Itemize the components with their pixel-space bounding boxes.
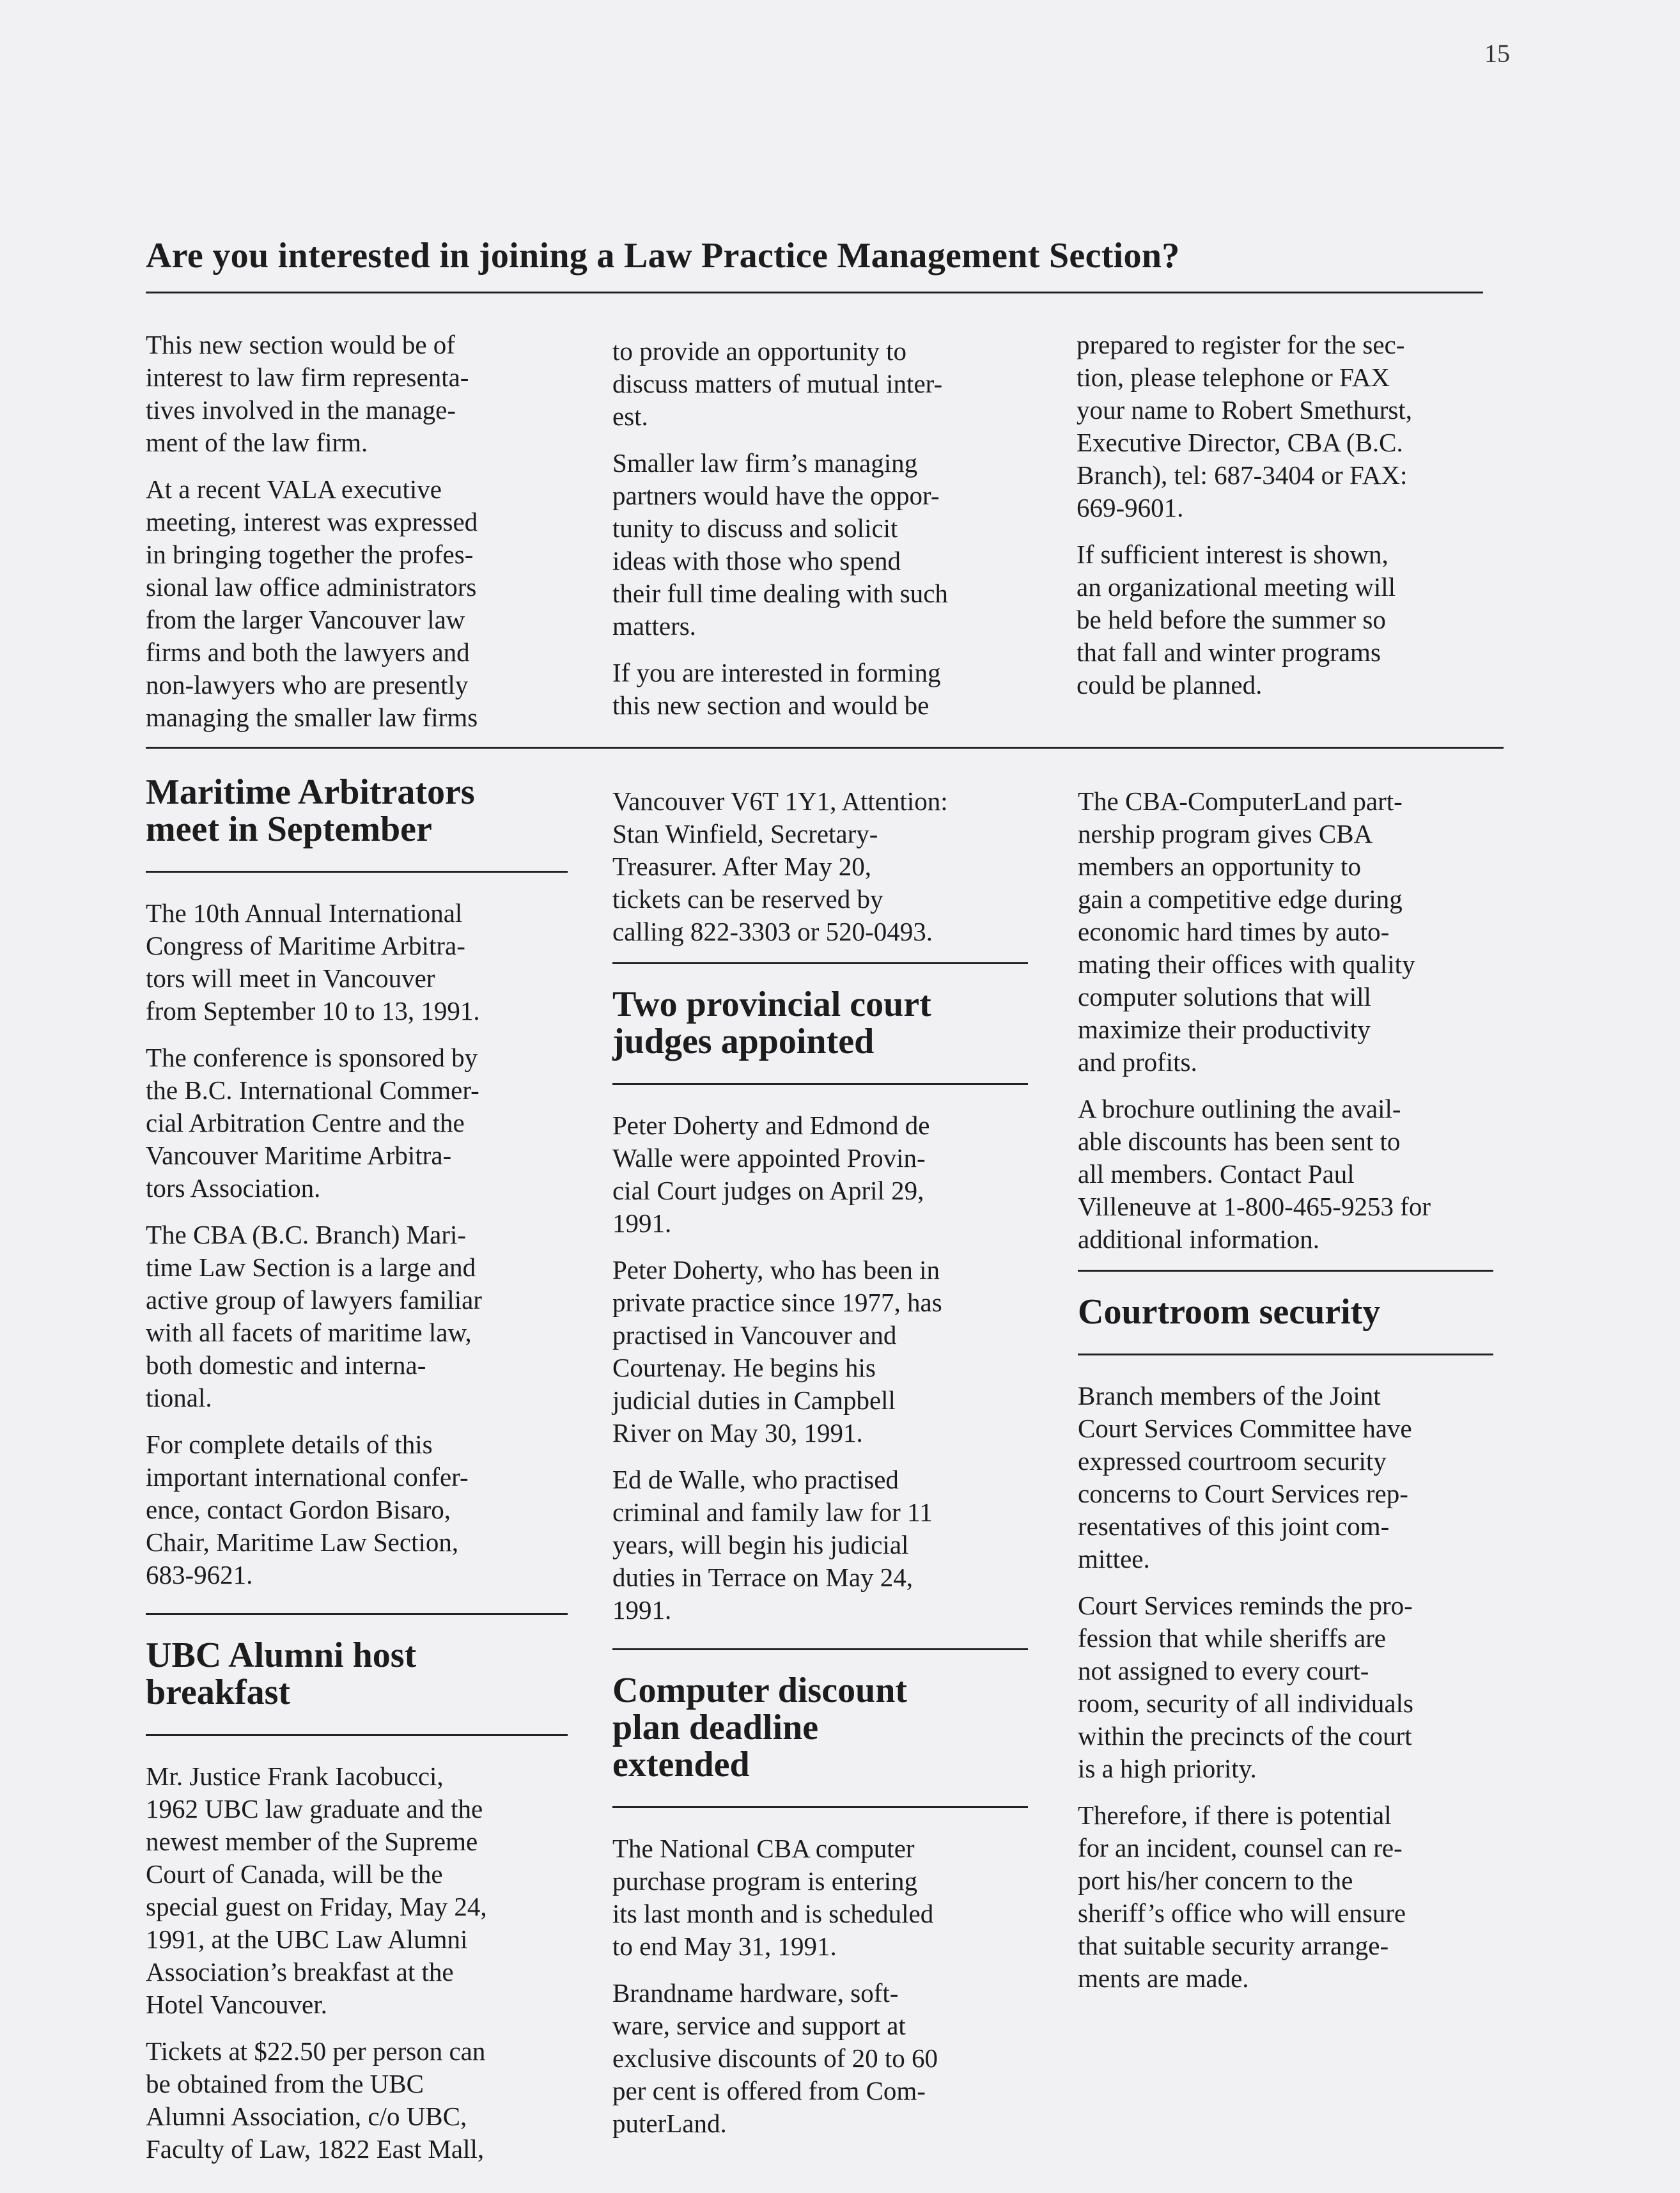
paragraph: Branch members of the Joint Court Services Committee have expressed courtroom security concerns to Court Services rep- resentatives of this joint com- mittee. <box>1078 1381 1412 1573</box>
paragraph: Peter Doherty and Edmond de Walle were appointed Provin- cial Court judges on April 29, 1991. <box>612 1111 930 1238</box>
lpm-column-1 <box>146 329 580 748</box>
paragraph: Vancouver V6T 1Y1, Attention: Stan Winfield, Secretary- Treasurer. After May 20, tickets can be reserved by calling 822-3303 or 520-0493. <box>612 786 948 946</box>
paragraph: Tickets at $22.50 per person can be obtained from the UBC Alumni Association, c/o UBC, Faculty of Law, 1822 East Mall, <box>146 2036 486 2164</box>
lpm-column-3 <box>1077 329 1511 715</box>
article-divider-rule <box>1078 1270 1493 1272</box>
paragraph: Ed de Walle, who practised criminal and family law for 11 years, will begin his judicial duties in Terrace on May 24, 1991. <box>612 1465 933 1625</box>
paragraph: to provide an opportunity to discuss matters of mutual inter- est. <box>612 336 943 431</box>
paragraph: Court Services reminds the pro- fession that while sheriffs are not assigned to every court- room, security of all individuals within the precincts of the court is a high priority. <box>1078 1591 1413 1783</box>
paragraph: At a recent VALA executive meeting, interest was expressed in bringing together the profes- sional law office administrators from the larger Vancouver law firms and both the lawyers and non-lawyers who are presently managing the smaller law firms <box>146 474 478 732</box>
headline-rule <box>1078 1354 1493 1355</box>
paragraph: prepared to register for the sec- tion, please telephone or FAX your name to Robert Smethurst, Executive Director, CBA (B.C. Branch), tel: 687-3404 or FAX: 669-9601. <box>1077 330 1412 522</box>
computer-discount-headline: Computer discount plan deadline extended <box>612 1671 908 1784</box>
lower-column-3 <box>1078 785 1493 2009</box>
judges-headline: Two provincial court judges appointed <box>612 985 931 1061</box>
paragraph: Smaller law firm’s managing partners would have the oppor- tunity to discuss and solicit ideas with those who spend their full time dealing with such matters. <box>612 448 948 641</box>
paragraph: This new section would be of interest to law firm representa- tives involved in the manage- ment of the law firm. <box>146 330 469 457</box>
paragraph: If you are interested in forming this new section and would be <box>612 658 941 720</box>
headline-rule <box>146 292 1483 293</box>
paragraph: The CBA (B.C. Branch) Mari- time Law Section is a large and active group of lawyers familiar with all facets of maritime law, both domestic and interna- tional. <box>146 1220 482 1412</box>
paragraph: The 10th Annual International Congress of Maritime Arbitra- tors will meet in Vancouver from September 10 to 13, 1991. <box>146 898 480 1026</box>
paragraph: Mr. Justice Frank Iacobucci, 1962 UBC law graduate and the newest member of the Supreme Court of Canada, will be the special guest on Friday, May 24, 1991, at the UBC Law Alumni Association’s breakfast at the Hotel Vancouver. <box>146 1761 487 2019</box>
headline-rule <box>612 1083 1028 1085</box>
lower-column-2 <box>612 785 1028 2154</box>
article-divider-rule <box>146 1613 568 1615</box>
section-divider-rule <box>146 747 1504 749</box>
paragraph: The conference is sponsored by the B.C. International Commer- cial Arbitration Centre and the Vancouver Maritime Arbitra- tors Association. <box>146 1043 479 1203</box>
headline-rule <box>612 1806 1028 1808</box>
headline-rule <box>146 1734 568 1736</box>
article-divider-rule <box>612 962 1028 964</box>
paragraph: Peter Doherty, who has been in private practice since 1977, has practised in Vancouver and Courtenay. He begins his judicial duties in Campbell River on May 30, 1991. <box>612 1255 942 1448</box>
page-number: 15 <box>1484 39 1510 68</box>
paragraph: The National CBA computer purchase program is entering its last month and is scheduled to end May 31, 1991. <box>612 1834 934 1961</box>
courtroom-security-headline: Courtroom security <box>1078 1292 1381 1332</box>
ubc-alumni-headline: UBC Alumni host breakfast <box>146 1635 417 1712</box>
lower-column-1 <box>146 774 568 2180</box>
lpm-section-headline: Are you interested in joining a Law Practice Management Section? <box>146 236 1180 276</box>
article-divider-rule <box>612 1648 1028 1650</box>
headline-rule <box>146 871 568 873</box>
paragraph: A brochure outlining the avail- able discounts has been sent to all members. Contact Paul Villeneuve at 1-800-465-9253 for additional information. <box>1078 1094 1431 1254</box>
paragraph: The CBA-ComputerLand part- nership program gives CBA members an opportunity to gain a competitive edge during economic hard times by auto- mating their offices with quality computer solutions that will maximize their productivity and profits. <box>1078 786 1415 1077</box>
maritime-headline: Maritime Arbitrators meet in September <box>146 772 475 849</box>
paragraph: Therefore, if there is potential for an incident, counsel can re- port his/her concern to the sheriff’s office who will ensure that suitable security arrange- ments are made. <box>1078 1800 1406 1993</box>
lpm-column-2 <box>612 335 1047 736</box>
paragraph: Brandname hardware, soft- ware, service and support at exclusive discounts of 20 to 60 per cent is offered from Com- puterLand. <box>612 1978 938 2138</box>
paragraph: For complete details of this important international confer- ence, contact Gordon Bisaro, Chair, Maritime Law Section, 683-9621. <box>146 1430 469 1589</box>
paragraph: If sufficient interest is shown, an organizational meeting will be held before the summer so that fall and winter programs could be planned. <box>1077 540 1396 699</box>
